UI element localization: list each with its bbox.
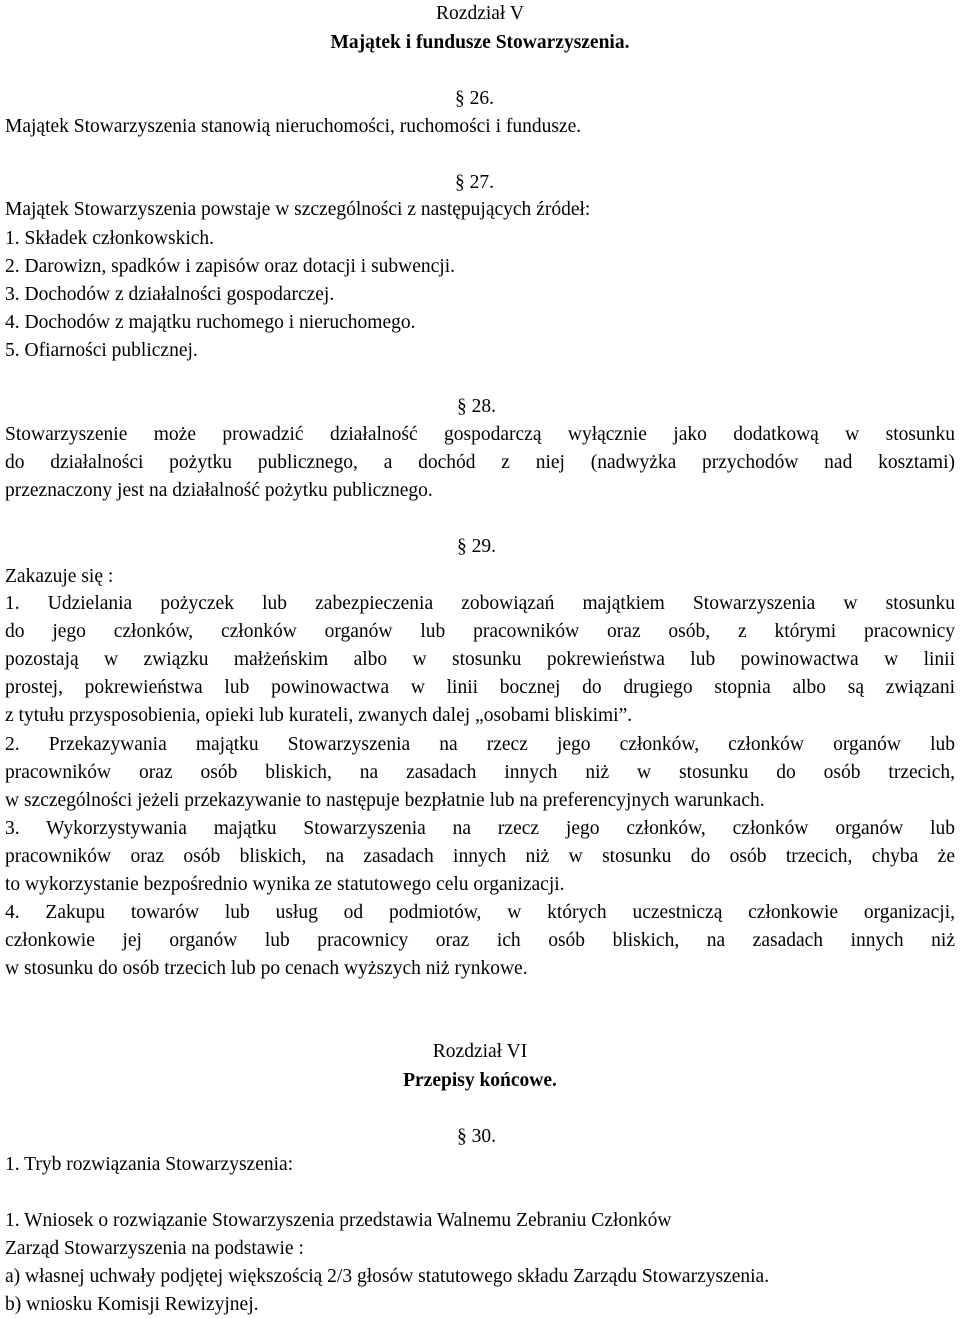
text-line: 1. Udzielania pożyczek lub zabezpieczenia zobowiązań majątkiem Stowarzyszenia w stosunku [5,593,955,614]
text-line: b) wniosku Komisji Rewizyjnej. [5,1294,259,1315]
text-line: a) własnej uchwały podjętej większością 2/3 głosów statutowego składu Zarządu Stowarzyszenia. [5,1266,770,1287]
paragraph-number: § 29. [457,536,496,557]
chapter-heading: Rozdział V [436,3,524,24]
text-line: pracowników oraz osób bliskich, na zasadach innych niż w stosunku do osób trzecich, [5,762,955,783]
text-line: członkowie jej organów lub pracownicy oraz ich osób bliskich, na zasadach innych niż [5,930,955,951]
list-item [5,899,955,983]
paragraph-subheading: 1. Tryb rozwiązania Stowarzyszenia: [5,1154,294,1175]
text-line: przeznaczony jest na działalność pożytku publicznego. [5,480,433,501]
text-line: do jego członków, członków organów lub pracowników oraz osób, z którymi pracownicy [5,621,955,642]
list-item: 2. Darowizn, spadków i zapisów oraz dotacji i subwencji. [5,256,456,277]
paragraph-number: § 30. [457,1126,496,1147]
text-line: 2. Przekazywania majątku Stowarzyszenia na rzecz jego członków, członków organów lub [5,734,955,755]
paragraph-intro: Majątek Stowarzyszenia powstaje w szczególności z następujących źródeł: [5,199,591,220]
list-item [5,590,955,730]
paragraph-text: Majątek Stowarzyszenia stanowią nieruchomości, ruchomości i fundusze. [5,116,582,137]
paragraph-number: § 26. [455,88,494,109]
list-item: 4. Dochodów z majątku ruchomego i nieruchomego. [5,312,416,333]
text-line: pracowników oraz osób bliskich, na zasadach innych niż w stosunku do osób trzecich, chyba że [5,846,955,867]
paragraph-text [5,421,955,505]
paragraph-number: § 28. [457,396,496,417]
text-line: 1. Wniosek o rozwiązanie Stowarzyszenia przedstawia Walnemu Zebraniu Członków [5,1210,672,1231]
text-line: Stowarzyszenie może prowadzić działalność gospodarczą wyłącznie jako dodatkową w stosunku [5,424,955,445]
text-line: 4. Zakupu towarów lub usług od podmiotów, w których uczestniczą członkowie organizacji, [5,902,955,923]
list-item [5,815,955,899]
paragraph-intro: Zakazuje się : [5,566,114,587]
text-line: 3. Wykorzystywania majątku Stowarzyszenia na rzecz jego członków, członków organów lub [5,818,955,839]
text-line: Zarząd Stowarzyszenia na podstawie : [5,1238,304,1259]
paragraph-number: § 27. [455,172,494,193]
chapter-title: Majątek i fundusze Stowarzyszenia. [330,32,630,53]
text-line: w szczególności jeżeli przekazywanie to następuje bezpłatnie lub na preferencyjnych warunkach. [5,790,765,811]
text-line: w stosunku do osób trzecich lub po cenach wyższych niż rynkowe. [5,958,528,979]
list-item [5,731,955,815]
list-item: 5. Ofiarności publicznej. [5,340,198,361]
chapter-heading: Rozdział VI [432,1041,528,1062]
text-line: z tytułu przysposobienia, opieki lub kurateli, zwanych dalej „osobami bliskimi”. [5,705,633,726]
list-item: 1. Składek członkowskich. [5,228,215,249]
text-line: prostej, pokrewieństwa lub powinowactwa w linii bocznej do drugiego stopnia albo są związani [5,677,955,698]
text-line: do działalności pożytku publicznego, a dochód z niej (nadwyżka przychodów nad kosztami) [5,452,955,473]
list-item: 3. Dochodów z działalności gospodarczej. [5,284,335,305]
chapter-title: Przepisy końcowe. [403,1070,557,1091]
text-line: pozostają w związku małżeńskim albo w stosunku pokrewieństwa lub powinowactwa w linii [5,649,955,670]
text-line: to wykorzystanie bezpośrednio wynika ze statutowego celu organizacji. [5,874,565,895]
